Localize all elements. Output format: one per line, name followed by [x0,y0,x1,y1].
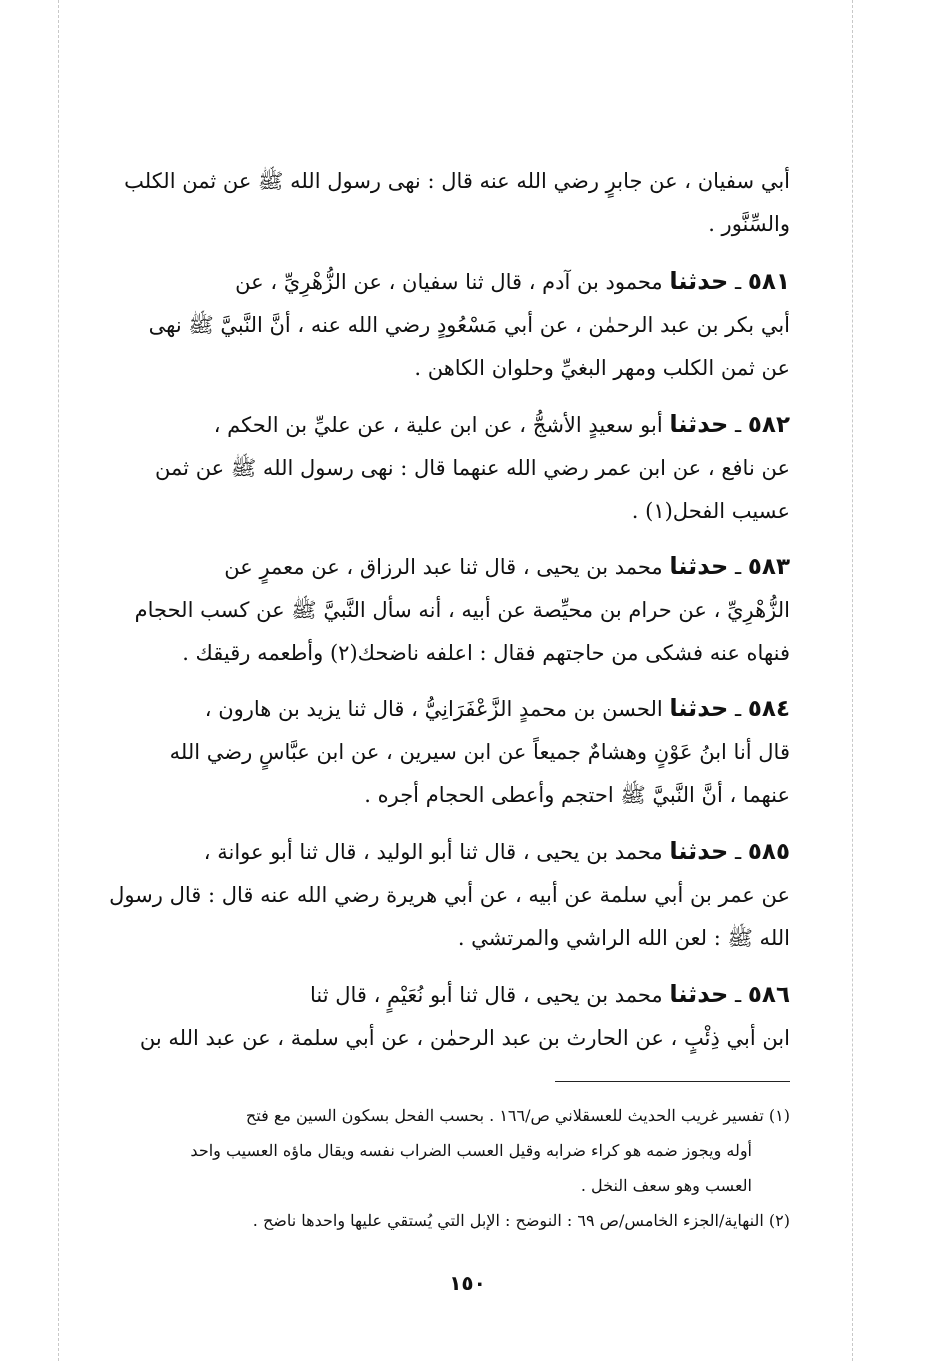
text-line: عنهما ، أنَّ النَّبيَّ ﷺ احتجم وأعطى الحجام أجره . [364,783,790,807]
hadith-number: ٥٨١ [747,269,790,295]
footnote-1 [105,1098,790,1203]
text-line: ٥٨٣ ـ حدثنا محمد بن يحيى ، قال ثنا عبد الرزاق ، عن معمرٍ عن [224,552,790,580]
footnotes [105,1098,790,1238]
hadith-heading-word: حدثنا [669,267,729,295]
text-span: أبو سعيدٍ الأشجُّ ، عن ابن علية ، عن عليِّ بن الحكم ، [213,413,663,437]
hadith-number: ٥٨٥ [747,839,790,865]
hadith-number: ٥٨٤ [747,696,790,722]
footnote-line [105,1203,790,1238]
text-line: أبي سفيان ، عن جابرٍ رضي الله عنه قال : نهى رسول الله ﷺ عن ثمن الكلب [124,169,790,193]
text-line: أبي بكر بن عبد الرحمٰن ، عن أبي مَسْعُودٍ رضي الله عنه ، أنَّ النَّبيَّ ﷺ نهى [148,313,790,337]
text-line: ٥٨٤ ـ حدثنا الحسن بن محمدٍ الزَّعْفَرَانِيُّ ، قال ثنا يزيد بن هارون ، [204,694,790,722]
text-line: والسِّنَّور . [708,212,790,236]
text-span: محمد بن يحيى ، قال ثنا عبد الرزاق ، عن معمرٍ عن [224,555,663,579]
hadith-number: ٥٨٦ [747,982,790,1008]
text-line: عن نافع ، عن ابن عمر رضي الله عنهما قال : نهى رسول الله ﷺ عن ثمن [155,456,790,480]
footnote-line: العسب وهو سعف النخل . [580,1176,752,1195]
main-text [100,160,790,1060]
hadith-heading-word: حدثنا [669,410,729,438]
text-line: الزُّهْرِيِّ ، عن حرام بن محيِّصة عن أبيه ، أنه سأل النَّبيَّ ﷺ عن كسب الحجام [134,598,790,622]
text-span: الحسن بن محمدٍ الزَّعْفَرَانِيُّ ، قال ثنا يزيد بن هارون ، [204,697,663,721]
footnote-marker: (١) [768,1106,790,1125]
hadith-584 [100,687,790,817]
footnote-line [105,1098,790,1133]
hadith-number: ٥٨٣ [747,554,790,580]
text-line: عسيب الفحل(١) . [631,499,790,523]
text-line: فنهاه عنه فشكى من حاجتهم فقال : اعلفه ناضحك(٢) وأطعمه رقيقك . [182,641,790,665]
footnote-text: تفسير غريب الحديث للعسقلاني ص/١٦٦ . بحسب الفحل بسكون السين مع فتح [245,1106,764,1125]
hadith-586 [100,973,790,1060]
hadith-number: ٥٨٢ [747,412,790,438]
hadith-heading-word: حدثنا [669,552,729,580]
hadith-heading-word: حدثنا [669,980,729,1008]
text-span: محمد بن يحيى ، قال ثنا أبو نُعَيْمٍ ، قال ثنا [309,983,663,1007]
intro-paragraph [100,160,790,246]
text-line: ٥٨٦ ـ حدثنا محمد بن يحيى ، قال ثنا أبو نُعَيْمٍ ، قال ثنا [309,980,790,1008]
footnote-text: النهاية/الجزء الخامس/ص ٦٩ : النوضح : الإبل التي يُستقي عليها واحدها ناضح . [252,1211,764,1230]
text-span: محمود بن آدم ، قال ثنا سفيان ، عن الزُّهْرِيِّ ، عن [235,270,663,294]
text-line: قال أنا ابنُ عَوْنٍ وهشامٌ جميعاً عن ابن سيرين ، عن ابن عبَّاسٍ رضي الله [169,740,790,764]
hadith-583 [100,545,790,675]
hadith-582 [100,403,790,533]
hadith-heading-word: حدثنا [669,837,729,865]
text-line: عن ثمن الكلب ومهر البغيِّ وحلوان الكاهن . [414,356,790,380]
footnote-2 [105,1203,790,1238]
footnote-marker: (٢) [768,1211,790,1230]
text-line: ٥٨١ ـ حدثنا محمود بن آدم ، قال ثنا سفيان ، عن الزُّهْرِيِّ ، عن [235,267,790,295]
footnote-line: أوله ويجوز ضمه هو كراء ضرابه وقيل العسب الضراب نفسه ويقال ماؤه العسيب واحد [190,1141,752,1160]
scan-guide-line [58,0,59,1361]
hadith-585 [100,830,790,960]
scan-guide-line [852,0,853,1361]
hadith-581 [100,260,790,390]
text-line: الله ﷺ : لعن الله الراشي والمرتشي . [457,926,790,950]
hadith-heading-word: حدثنا [669,694,729,722]
footnote-separator [555,1081,790,1082]
text-line: ٥٨٥ ـ حدثنا محمد بن يحيى ، قال ثنا أبو الوليد ، قال ثنا أبو عوانة ، [203,837,790,865]
text-line: ٥٨٢ ـ حدثنا أبو سعيدٍ الأشجُّ ، عن ابن علية ، عن عليِّ بن الحكم ، [213,410,790,438]
text-span: محمد بن يحيى ، قال ثنا أبو الوليد ، قال ثنا أبو عوانة ، [203,840,663,864]
text-line: ابن أبي ذِئْبٍ ، عن الحارث بن عبد الرحمٰن ، عن أبي سلمة ، عن عبد الله بن [139,1026,790,1050]
page-number: ١٥٠ [449,1271,486,1295]
text-line: عن عمر بن أبي سلمة عن أبيه ، عن أبي هريرة رضي الله عنه قال : قال رسول [109,883,790,907]
